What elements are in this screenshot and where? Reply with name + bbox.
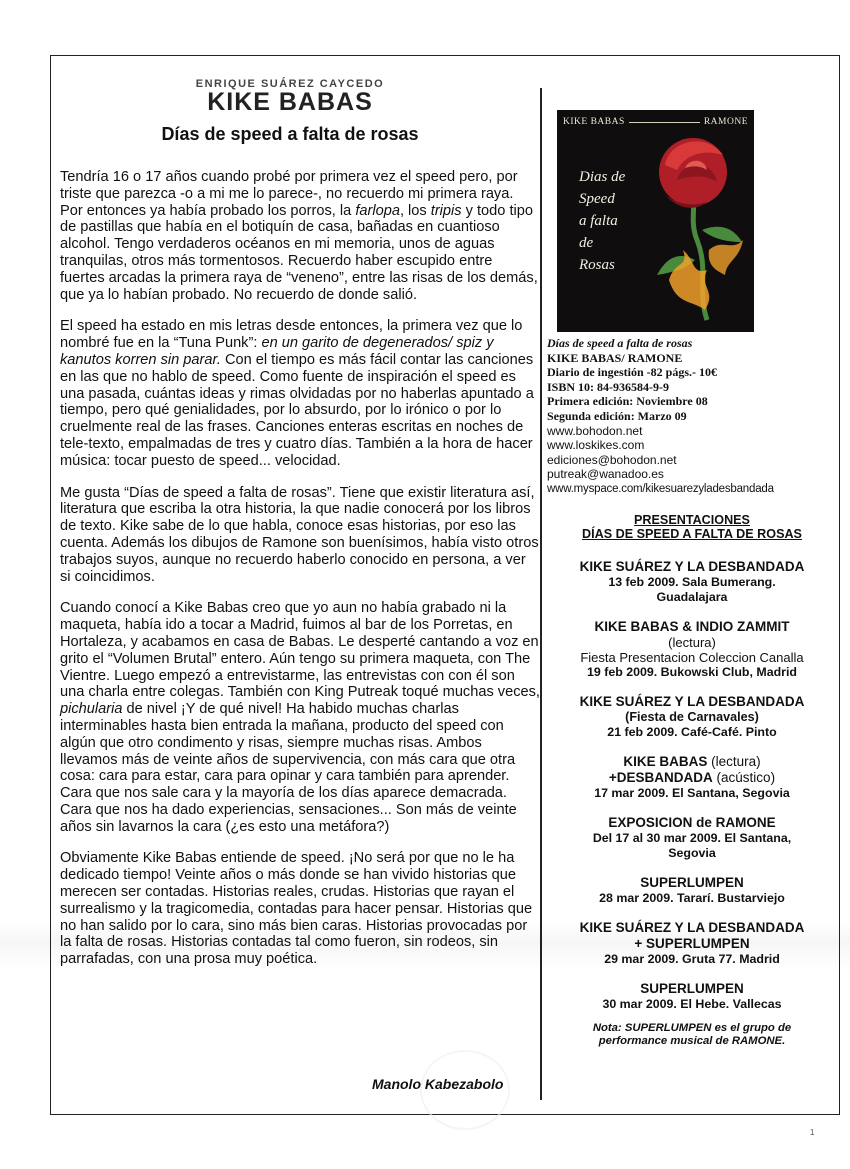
event-detail: 28 mar 2009. Tararí. Bustarviejo [599, 890, 785, 905]
event-detail: Segovia [668, 845, 716, 860]
email-putreak[interactable]: putreak@wanadoo.es [547, 467, 664, 482]
event-detail: 13 feb 2009. Sala Bumerang. [608, 574, 776, 589]
cover-title-line: de [579, 235, 594, 251]
book-series: Diario de ingestión -82 págs.- 10€ [547, 365, 718, 380]
article-body [60, 169, 540, 968]
event-detail: Del 17 al 30 mar 2009. El Santana, [592, 830, 792, 845]
footnote-line: Nota: SUPERLUMPEN es el grupo de [592, 1021, 792, 1034]
sidebar-column [547, 110, 837, 1048]
event-detail: 19 feb 2009. Bukowski Club, Madrid [586, 664, 797, 679]
event-item [547, 920, 837, 967]
book-isbn: ISBN 10: 84-936584-9-9 [547, 379, 669, 394]
footnote-line: performance musical de RAMONE. [598, 1034, 786, 1047]
event-item [547, 559, 837, 605]
email-ediciones[interactable]: ediciones@bohodon.net [547, 452, 677, 467]
author-full-name: ENRIQUE SUÁREZ CAYCEDO [195, 78, 385, 90]
event-extra: (lectura) [668, 634, 716, 650]
book-authors: KIKE BABAS/ RAMONE [547, 350, 683, 365]
book-title: Días de speed a falta de rosas [547, 336, 693, 350]
event-item [547, 694, 837, 740]
event-name: KIKE SUÁREZ Y LA DESBANDADA [579, 919, 805, 935]
event-item [547, 619, 837, 680]
event-name: EXPOSICION de RAMONE [608, 814, 776, 830]
paragraph-3: Me gusta “Días de speed a falta de rosas”. Tiene que existir literatura así, literatura que escriba la otra historia, la que nadie conocerá por los libros de texto. Kike sabe de lo que habla, conoce esas historias, por eso las cuenta. Además los dibujos de Ramone son buenísimos, había visto otros trabajos suyos, aunque no recuerdo haberlo conocido en persona, a ver si coincidimos. [60, 484, 539, 585]
link-myspace[interactable]: www.myspace.com/kikesuarezyladesbandada [547, 482, 774, 495]
event-detail: 17 mar 2009. El Santana, Segovia [594, 785, 790, 800]
event-item [547, 815, 837, 861]
signature: Manolo Kabezabolo [372, 1076, 504, 1092]
cover-title-line: Speed [579, 191, 615, 207]
link-loskikes[interactable]: www.loskikes.com [547, 438, 645, 453]
article-column [60, 78, 540, 983]
article-title: Días de speed a falta de rosas [161, 124, 419, 144]
cover-title [579, 166, 669, 276]
book-info [547, 336, 837, 497]
presentations-heading-line: PRESENTACIONES [634, 512, 750, 527]
paragraph-2: El speed ha estado en mis letras desde entonces, la primera vez que lo nombré fue en la “Tuna Punk”: en un garito de degenerados/ spiz y kanutos korren sin parar. Con el tiempo es más fácil contar las canciones en las que no hablo de speed. Como fuente de inspiración el speed es una pasada, cuántas ideas y rimas olvidadas por no haberlas apuntado a tiempo, pero qué genialidades, por lo absurdo, por lo irónico o por lo cruelmente real de las frases. Canciones enteras escritas en noches de tele-texto, empalmadas de tres y cuatro días. También a la hora de hacer música: tocar puesto de speed... velocidad. [60, 318, 534, 469]
event-detail: 30 mar 2009. El Hebe. Vallecas [602, 996, 782, 1011]
event-item [547, 981, 837, 1012]
event-name: KIKE BABAS (lectura) [623, 753, 761, 769]
paragraph-5: Obviamente Kike Babas entiende de speed. ¡No será por que no le ha dedicado tiempo! Veinte años o más donde se han vivido historias que merecen ser contadas. Historias reales, crudas. Historias que rayan el surrealismo y la tragicomedia, contadas para hacer pensar. Historias que no han salido por lo cara, sino más bien caras. Historias provocadas por la falta de rosas. Historias contadas tal como fueron, sin rodeos, sin parrafadas, con una prosa muy poética. [60, 850, 533, 968]
event-name: SUPERLUMPEN [640, 980, 744, 996]
link-bohodon[interactable]: www.bohodon.net [547, 423, 643, 438]
column-divider [540, 88, 542, 1100]
page-mark: 1 [810, 1128, 815, 1137]
book-first-edition: Primera edición: Noviembre 08 [547, 394, 708, 409]
event-item [547, 754, 837, 801]
book-cover [557, 110, 754, 332]
author-pen-name: KIKE BABAS [207, 88, 373, 116]
event-name: + SUPERLUMPEN [634, 935, 750, 951]
event-name: SUPERLUMPEN [640, 874, 744, 890]
cover-title-line: a falta [579, 213, 618, 229]
cover-header [563, 117, 748, 127]
cover-title-line: Dias de [579, 169, 626, 185]
event-item [547, 875, 837, 906]
book-second-edition: Segunda edición: Marzo 09 [547, 408, 687, 423]
cover-illustrator: RAMONE [703, 117, 748, 127]
event-name: KIKE BABAS & INDIO ZAMMIT [594, 618, 790, 634]
paragraph-1: Tendría 16 o 17 años cuando probé por primera vez el speed pero, por triste que parezca -o a mi me lo parece-, no recuerdo mi primera raya. Por entonces ya había probado los porros, la farlopa, los tripis y todo tipo de pastillas que había en el botiquín de casa, bañadas en cuantioso alcohol. Tengo verdaderos océanos en mi memoria, unos de aguas tranquilas, otros más tormentosos. Recuerdo haber escupido entre fuertes arcadas la primera raya de “veneno”, entre las risas de los demás, que ya lo habían probado. No recuerdo de donde salió. [60, 169, 538, 303]
presentations-heading-line: DÍAS DE SPEED A FALTA DE ROSAS [582, 526, 802, 541]
presentations-heading [547, 513, 837, 541]
event-detail: Guadalajara [656, 589, 728, 604]
footnote [547, 1022, 837, 1048]
cover-author: KIKE BABAS [563, 117, 625, 127]
cover-title-line: Rosas [579, 257, 615, 273]
event-list [547, 559, 837, 1048]
event-name: KIKE SUÁREZ Y LA DESBANDADA [579, 558, 805, 574]
paragraph-4: Cuando conocí a Kike Babas creo que yo aun no había grabado ni la maqueta, había ido a tocar a Madrid, fuimos al bar de los Porretas, en Hortaleza, y acabamos en casa de Babas. Le desperté cantando a voz en grito el “Volumen Brutal” entero. Aún tengo su primera maqueta, con The Vientre. Luego empezó a entrevistarme, las entrevistas con con él son una charla entre colegas. También con King Putreak toqué muchas veces, pichularia de nivel ¡Y de qué nivel! Ha habido muchas charlas interminables hasta bien entrada la mañana, producto del speed con algún que otro condimento y risas, siempre muchas risas. Ambos llevamos más de veinte años de supervivencia, con más cara que otra cosa: cara para estar, cara para opinar y cara también para aprender. Cara que nos sale cara y la mayoría de los días aparece demacrada. Cara que nos ha dado experiencias, sensaciones... Son más de veinte años sin lavarnos la cara (¿es esto una metáfora?) [60, 600, 540, 835]
cover-rule [629, 122, 700, 123]
event-extra: (Fiesta de Carnavales) [625, 709, 759, 724]
event-detail: 21 feb 2009. Café-Café. Pinto [607, 724, 777, 739]
event-detail: 29 mar 2009. Gruta 77. Madrid [604, 951, 780, 966]
event-name: KIKE SUÁREZ Y LA DESBANDADA [579, 693, 805, 709]
event-name: +DESBANDADA (acústico) [608, 769, 776, 785]
event-extra: Fiesta Presentacion Coleccion Canalla [580, 649, 804, 665]
